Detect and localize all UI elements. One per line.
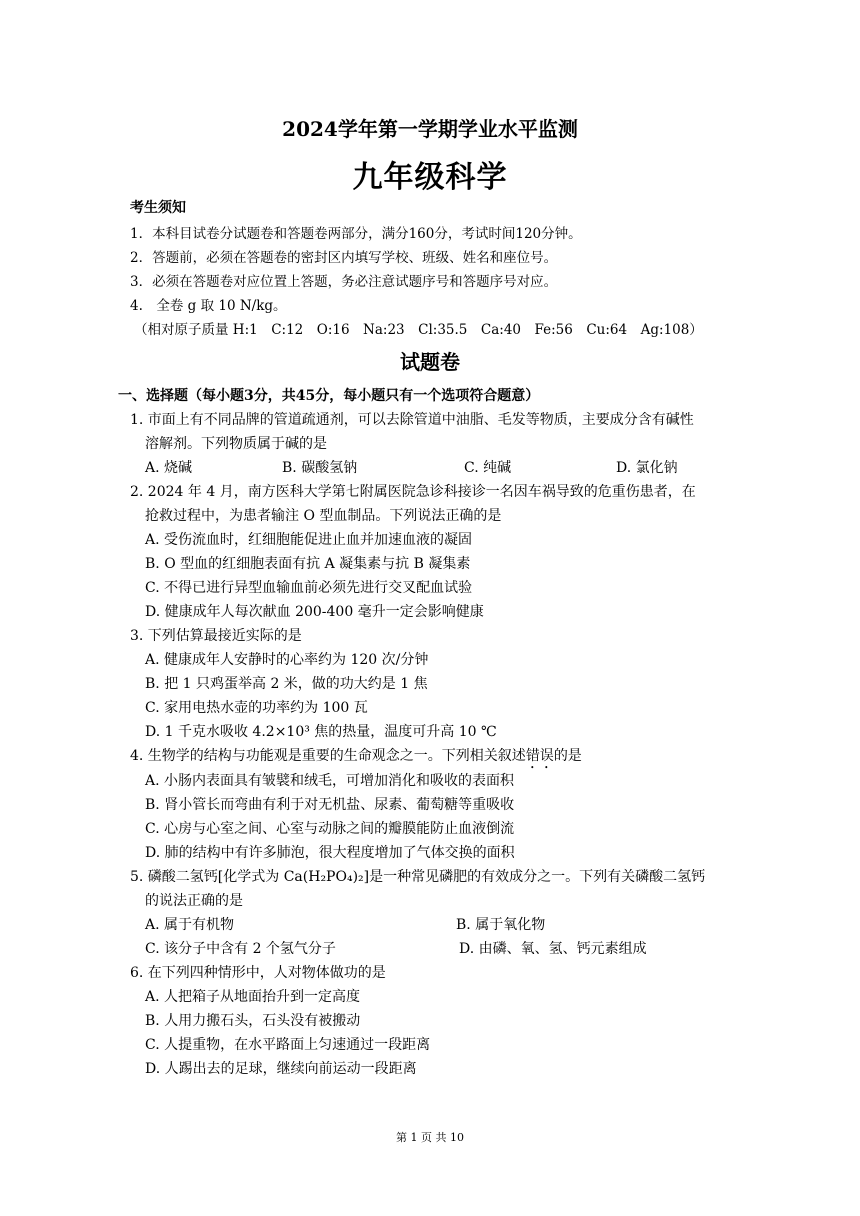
question-5-stem-cont: 的说法正确的是 bbox=[145, 893, 243, 909]
notice-item-4: 4. 全卷 g 取 10 N/kg。 bbox=[130, 298, 287, 314]
question-4-option-d: D. 肺的结构中有许多肺泡，很大程度增加了气体交换的面积 bbox=[145, 845, 515, 861]
question-5-option-c: C. 该分子中含有 2 个氢气分子 bbox=[145, 941, 336, 957]
atomic-masses: （相对原子质量 H:1 C:12 O:16 Na:23 Cl:35.5 Ca:40 Fe:56 Cu:64 Ag:108） bbox=[134, 322, 703, 338]
question-6-option-b: B. 人用力搬石头，石头没有被搬动 bbox=[145, 1013, 361, 1029]
paper-title: 试题卷 bbox=[400, 350, 460, 374]
question-1-option-b: B. 碳酸氢钠 bbox=[282, 460, 358, 476]
question-4-emphasis: 错误 bbox=[525, 748, 554, 764]
question-4-stem-pre: 4. 生物学的结构与功能观是重要的生命观念之一。下列相关叙述 bbox=[130, 748, 526, 764]
question-2-option-c: C. 不得已进行异型血输血前必须先进行交叉配血试验 bbox=[145, 580, 473, 596]
question-2-stem: 2. 2024 年 4 月，南方医科大学第七附属医院急诊科接诊一名因车祸导致的危重伤患者，在 bbox=[130, 484, 696, 500]
question-4-stem-post: 的是 bbox=[553, 748, 582, 764]
question-3-option-b: B. 把 1 只鸡蛋举高 2 米，做的功大约是 1 焦 bbox=[145, 676, 428, 692]
notice-item-1: 1．本科目试卷分试题卷和答题卷两部分，满分160分，考试时间120分钟。 bbox=[130, 226, 582, 242]
subject-title: 九年级科学 bbox=[352, 160, 508, 195]
question-3-option-c: C. 家用电热水壶的功率约为 100 瓦 bbox=[145, 700, 368, 716]
question-5-option-a: A. 属于有机物 bbox=[145, 917, 235, 933]
question-5-stem: 5. 磷酸二氢钙[化学式为 Ca(H₂PO₄)₂]是一种常见磷肥的有效成分之一。下列有关磷酸二氢钙 bbox=[130, 869, 706, 885]
question-2-stem-cont: 抢救过程中，为患者输注 O 型血制品。下列说法正确的是 bbox=[145, 508, 502, 524]
notice-item-3: 3．必须在答题卷对应位置上答题，务必注意试题序号和答题序号对应。 bbox=[130, 274, 558, 290]
exam-session-title: 2024学年第一学期学业水平监测 bbox=[282, 117, 578, 141]
question-6-stem: 6. 在下列四种情形中，人对物体做功的是 bbox=[130, 965, 386, 981]
question-6-option-c: C. 人提重物，在水平路面上匀速通过一段距离 bbox=[145, 1037, 431, 1053]
question-4-option-c: C. 心房与心室之间、心室与动脉之间的瓣膜能防止血液倒流 bbox=[145, 821, 515, 837]
notice-item-2: 2．答题前，必须在答题卷的密封区内填写学校、班级、姓名和座位号。 bbox=[130, 250, 558, 266]
question-4-stem bbox=[130, 745, 582, 772]
question-1-option-c: C. 纯碱 bbox=[464, 460, 512, 476]
question-6-option-a: A. 人把箱子从地面抬升到一定高度 bbox=[145, 989, 361, 1005]
question-4-option-a: A. 小肠内表面具有皱襞和绒毛，可增加消化和吸收的表面积 bbox=[145, 773, 515, 789]
question-1-stem: 1. 市面上有不同品牌的管道疏通剂，可以去除管道中油脂、毛发等物质，主要成分含有碱性 bbox=[130, 412, 694, 428]
question-1-option-a: A. 烧碱 bbox=[145, 460, 193, 476]
question-2-option-d: D. 健康成年人每次献血 200-400 毫升一定会影响健康 bbox=[145, 604, 484, 620]
question-3-stem: 3. 下列估算最接近实际的是 bbox=[130, 628, 302, 644]
question-5-option-d: D. 由磷、氧、氢、钙元素组成 bbox=[459, 941, 647, 957]
question-3-option-a: A. 健康成年人安静时的心率约为 120 次/分钟 bbox=[145, 652, 429, 668]
question-1-stem-cont: 溶解剂。下列物质属于碱的是 bbox=[145, 436, 327, 452]
question-1-option-d: D. 氯化钠 bbox=[616, 460, 678, 476]
question-6-option-d: D. 人踢出去的足球，继续向前运动一段距离 bbox=[145, 1061, 417, 1077]
question-4-option-b: B. 肾小管长而弯曲有利于对无机盐、尿素、葡萄糖等重吸收 bbox=[145, 797, 515, 813]
question-2-option-b: B. O 型血的红细胞表面有抗 A 凝集素与抗 B 凝集素 bbox=[145, 556, 471, 572]
question-5-option-b: B. 属于氧化物 bbox=[456, 917, 546, 933]
question-3-option-d: D. 1 千克水吸收 4.2×10³ 焦的热量，温度可升高 10 ℃ bbox=[145, 724, 497, 740]
question-2-option-a: A. 受伤流血时，红细胞能促进止血并加速血液的凝固 bbox=[145, 532, 473, 548]
page-footer: 第 1 页 共 10 bbox=[396, 1131, 464, 1144]
section-heading: 一、选择题（每小题3分，共45分，每小题只有一个选项符合题意） bbox=[118, 388, 540, 404]
notice-heading: 考生须知 bbox=[130, 200, 186, 216]
